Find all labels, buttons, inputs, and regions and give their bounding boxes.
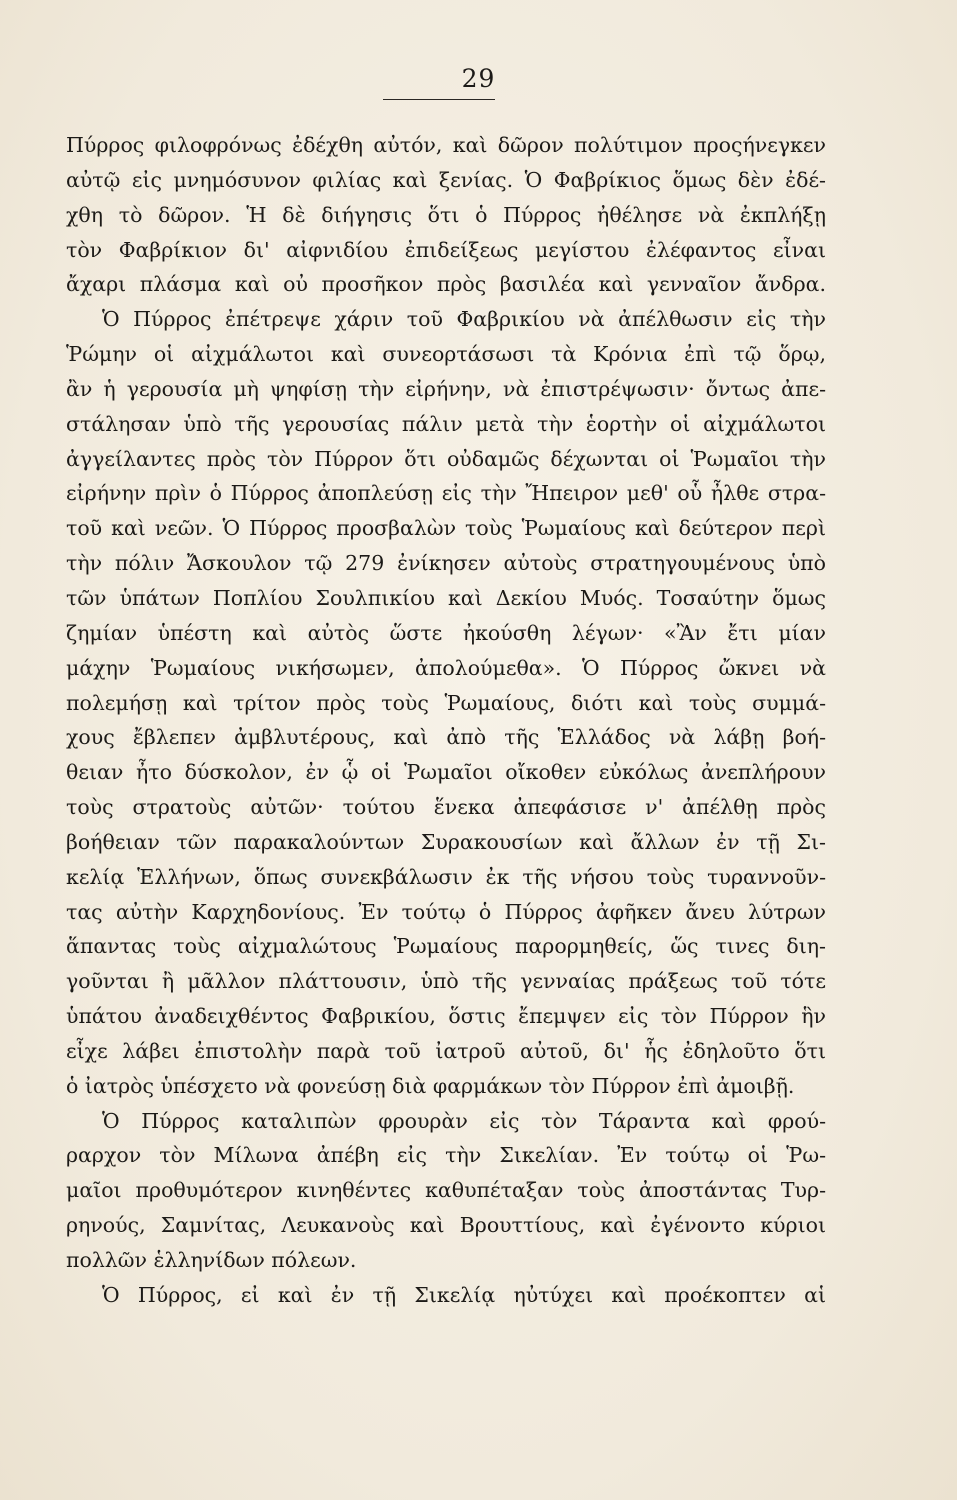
text-line: βοήθειαν τῶν παρακαλούντων Συρακουσίων καὶ ἄλλων ἐν τῇ Σι- (66, 829, 826, 854)
text-line: μαῖοι προθυμότερον κινηθέντες καθυπέταξαν τοὺς ἀποστάντας Τυρ- (66, 1178, 826, 1203)
text-line: πολεμήσῃ καὶ τρίτον πρὸς τοὺς Ῥωμαίους, διότι καὶ τοὺς συμμά- (66, 690, 826, 715)
text-line: Ὁ Πύρρος καταλιπὼν φρουρὰν εἰς τὸν Τάραντα καὶ φρού- (102, 1108, 826, 1133)
text-line: εἶχε λάβει ἐπιστολὴν παρὰ τοῦ ἰατροῦ αὐτοῦ, δι' ἧς ἐδηλοῦτο ὅτι (66, 1038, 826, 1063)
text-line: Πύρρος φιλοφρόνως ἐδέχθη αὐτόν, καὶ δῶρον πολύτιμον προςήνεγκεν (66, 133, 826, 157)
text-line: τῶν ὑπάτων Ποπλίου Σουλπικίου καὶ Δεκίου Μυός. Τοσαύτην ὅμως (66, 585, 826, 610)
text-line: ἀγγείλαντες πρὸς τὸν Πύρρον ὅτι οὐδαμῶς δέχωνται οἱ Ῥωμαῖοι τὴν (66, 446, 826, 471)
text-line: ἄχαρι πλάσμα καὶ οὐ προσῆκον πρὸς βασιλέα καὶ γενναῖον ἄνδρα. (66, 272, 826, 297)
text-line: Ὁ Πύρρος, εἰ καὶ ἐν τῇ Σικελίᾳ ηὐτύχει καὶ προέκοπτεν αἱ (102, 1282, 826, 1307)
text-line: κελίᾳ Ἑλλήνων, ὅπως συνεκβάλωσιν ἐκ τῆς νήσου τοὺς τυραννοῦν- (66, 864, 826, 889)
text-line: ραρχον τὸν Μίλωνα ἀπέβη εἰς τὴν Σικελίαν. Ἐν τούτῳ οἱ Ῥω- (66, 1143, 826, 1168)
text-line: αὐτῷ εἰς μνημόσυνον φιλίας καὶ ξενίας. Ὁ Φαβρίκιος ὅμως δὲν ἐδέ- (66, 167, 826, 192)
text-line: πολλῶν ἑλληνίδων πόλεων. (66, 1248, 357, 1272)
text-line: γοῦνται ἢ μᾶλλον πλάττουσιν, ὑπὸ τῆς γενναίας πράξεως τοῦ τότε (66, 969, 826, 994)
text-line: χους ἔβλεπεν ἀμβλυτέρους, καὶ ἀπὸ τῆς Ἑλλάδος νὰ λάβῃ βοή- (66, 725, 826, 750)
text-line: ρηνούς, Σαμνίτας, Λευκανοὺς καὶ Βρουττίους, καὶ ἐγένοντο κύριοι (66, 1213, 826, 1238)
text-line: τοὺς στρατοὺς αὐτῶν· τούτου ἕνεκα ἀπεφάσισε ν' ἀπέλθῃ πρὸς (66, 795, 826, 820)
text-line: εἰρήνην πρὶν ὁ Πύρρος ἀποπλεύσῃ εἰς τὴν Ἤπειρον μεθ' οὗ ἦλθε στρα- (66, 481, 826, 506)
text-line: Ὁ Πύρρος ἐπέτρεψε χάριν τοῦ Φαβρικίου νὰ ἀπέλθωσιν εἰς τὴν (102, 307, 826, 332)
text-line: ζημίαν ὑπέστη καὶ αὐτὸς ὥστε ἠκούσθη λέγων· «Ἂν ἔτι μίαν (66, 620, 826, 645)
text-line: μάχην Ῥωμαίους νικήσωμεν, ἀπολούμεθα». Ὁ Πύρρος ὤκνει νὰ (66, 655, 826, 680)
text-line: Ῥώμην οἱ αἰχμάλωτοι καὶ συνεορτάσωσι τὰ Κρόνια ἐπὶ τῷ ὅρῳ, (66, 342, 826, 367)
text-line: τοῦ καὶ νεῶν. Ὁ Πύρρος προσβαλὼν τοὺς Ῥωμαίους καὶ δεύτερον περὶ (66, 516, 826, 541)
text-line: ἅπαντας τοὺς αἰχμαλώτους Ῥωμαίους παρορμηθείς, ὥς τινες διη- (66, 934, 826, 959)
text-line: ὁ ἰατρὸς ὑπέσχετο νὰ φονεύσῃ διὰ φαρμάκων τὸν Πύρρον ἐπὶ ἀμοιβῇ. (66, 1073, 795, 1098)
text-line: τὴν πόλιν Ἄσκουλον τῷ 279 ἐνίκησεν αὐτοὺς στρατηγουμένους ὑπὸ (66, 551, 826, 576)
text-line: τας αὐτὴν Καρχηδονίους. Ἐν τούτῳ ὁ Πύρρος ἀφῆκεν ἄνευ λύτρων (66, 899, 826, 924)
text-line: χθη τὸ δῶρον. Ἡ δὲ διήγησις ὅτι ὁ Πύρρος ἠθέλησε νὰ ἐκπλήξῃ (66, 202, 826, 227)
text-line: ὑπάτου ἀναδειχθέντος Φαβρικίου, ὅστις ἔπεμψεν εἰς τὸν Πύρρον ἣν (66, 1004, 826, 1029)
text-line: στάλησαν ὑπὸ τῆς γερουσίας πάλιν μετὰ τὴν ἑορτὴν οἱ αἰχμάλωτοι (66, 411, 826, 436)
page-number: 29 (461, 64, 496, 93)
body-text (66, 128, 826, 1313)
text-line: τὸν Φαβρίκιον δι' αἰφνιδίου ἐπιδείξεως μεγίστου ἐλέφαντος εἶναι (66, 237, 826, 262)
text-line: θειαν ἦτο δύσκολον, ἐν ᾧ οἱ Ῥωμαῖοι οἴκοθεν εὐκόλως ἀνεπλήρουν (66, 760, 826, 785)
header-rule (383, 99, 495, 100)
text-line: ἂν ἡ γερουσία μὴ ψηφίσῃ τὴν εἰρήνην, νὰ ἐπιστρέψωσιν· ὄντως ἀπε- (66, 376, 826, 401)
